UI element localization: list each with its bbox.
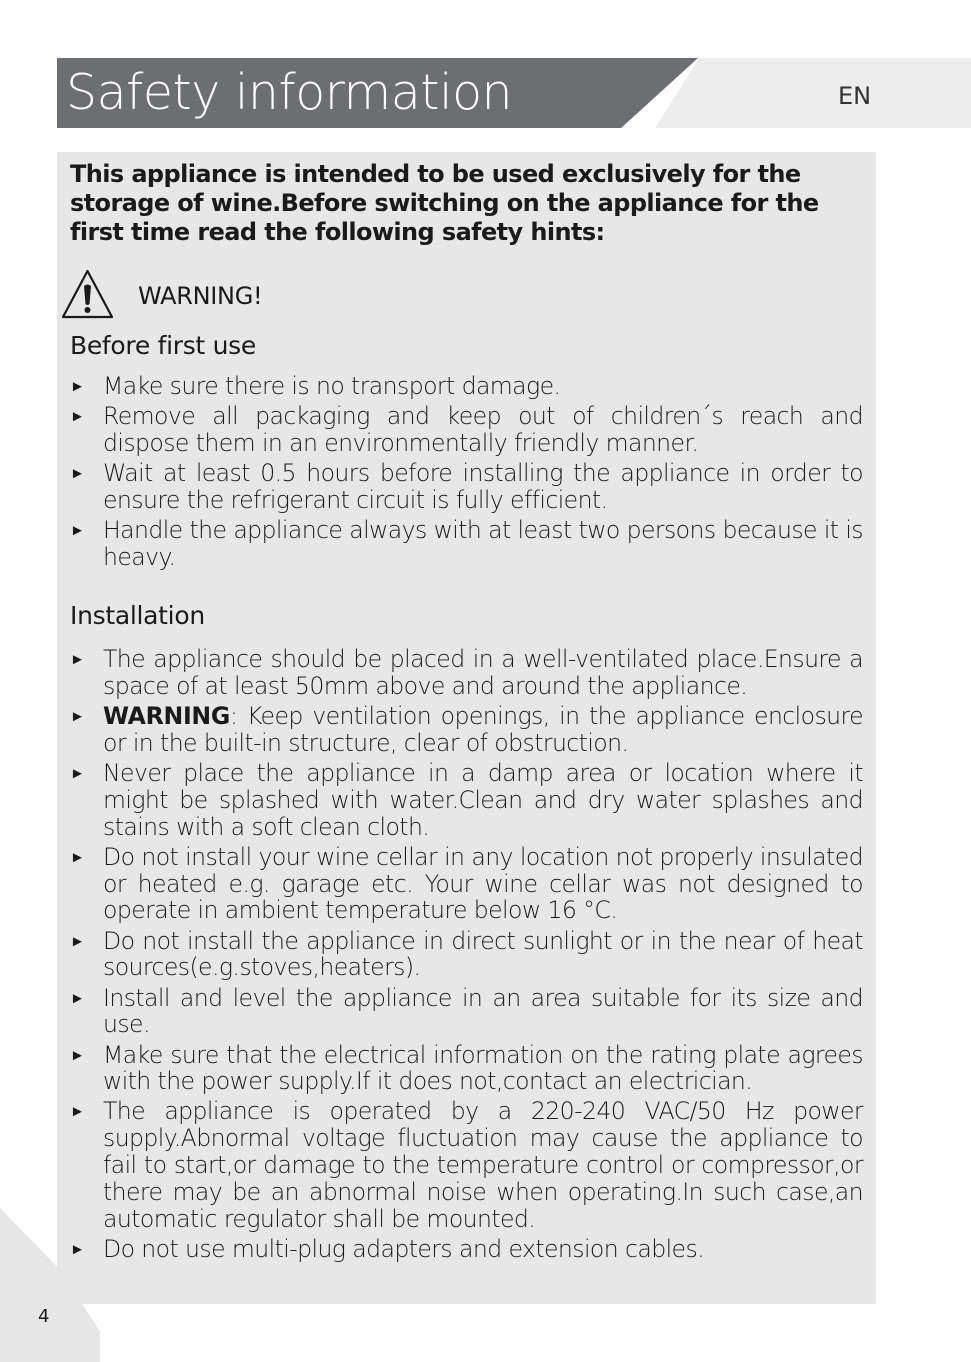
bullet-arrow-icon: ► bbox=[70, 763, 85, 782]
list-item-text: Make sure there is no transport damage. bbox=[103, 372, 561, 400]
bullet-arrow-icon: ► bbox=[70, 521, 85, 540]
warning-label: WARNING! bbox=[138, 282, 263, 310]
list-item bbox=[70, 844, 863, 924]
bullet-arrow-icon: ► bbox=[70, 706, 85, 725]
page-title: Safety information bbox=[66, 64, 513, 121]
list-item bbox=[70, 1042, 863, 1096]
list-item-text: Handle the appliance always with at least two persons because it is heavy. bbox=[103, 516, 863, 571]
installation-list bbox=[70, 646, 863, 1266]
section-title-before-first-use: Before first use bbox=[70, 331, 256, 360]
list-item bbox=[70, 760, 863, 840]
list-item bbox=[70, 403, 863, 457]
list-item-text: Wait at least 0.5 hours before installing the appliance in order to ensure the refrigerant circuit is fully efficient. bbox=[103, 459, 863, 514]
section-title-installation: Installation bbox=[70, 601, 205, 630]
list-item bbox=[70, 373, 863, 400]
list-item bbox=[70, 517, 863, 571]
bullet-arrow-icon: ► bbox=[70, 847, 85, 866]
list-item bbox=[70, 1098, 863, 1232]
bullet-arrow-icon: ► bbox=[70, 931, 85, 950]
list-item bbox=[70, 646, 863, 700]
bullet-arrow-icon: ► bbox=[70, 988, 85, 1007]
warning-prefix: WARNING bbox=[103, 701, 230, 730]
bullet-arrow-icon: ► bbox=[70, 1239, 85, 1258]
page-number: 4 bbox=[38, 1306, 50, 1327]
header-bar-accent bbox=[655, 58, 971, 128]
list-item-text: The appliance should be placed in a well-ventilated place.Ensure a space of at least 50mm above and around the appliance. bbox=[103, 645, 863, 700]
list-item-text: The appliance is operated by a 220-240 VAC/50 Hz power supply.Abnormal voltage fluctuation may cause the appliance to fail to start,or damage to the temperature control or compressor,or there may be an abnormal noise when operating.In such case,an automatic regulator shall be mounted. bbox=[103, 1097, 863, 1233]
bullet-arrow-icon: ► bbox=[70, 1045, 85, 1064]
bullet-arrow-icon: ► bbox=[70, 407, 85, 426]
bullet-arrow-icon: ► bbox=[70, 464, 85, 483]
list-item-text: : Keep ventilation openings, in the appliance enclosure or in the built-in structure, clear of obstruction. bbox=[103, 701, 863, 757]
warning-triangle-icon bbox=[60, 268, 115, 320]
list-item-text: Install and level the appliance in an area suitable for its size and use. bbox=[103, 983, 863, 1039]
bullet-arrow-icon: ► bbox=[70, 650, 85, 668]
bullet-arrow-icon: ► bbox=[70, 1102, 85, 1121]
list-item-text: Do not install the appliance in direct sunlight or in the near of heat sources(e.g.stoves,heaters). bbox=[103, 926, 863, 982]
list-item bbox=[70, 703, 863, 757]
list-item bbox=[70, 1236, 863, 1263]
list-item-text: Do not use multi-plug adapters and extension cables. bbox=[103, 1234, 705, 1263]
list-item bbox=[70, 928, 863, 982]
list-item bbox=[70, 985, 863, 1039]
list-item-text: Make sure that the electrical information on the rating plate agrees with the power supply.If it does not,contact an electrician. bbox=[103, 1040, 863, 1096]
before-first-use-list bbox=[70, 373, 863, 574]
list-item-text: Remove all packaging and keep out of children´s reach and dispose them in an environmentally friendly manner. bbox=[103, 402, 863, 457]
bullet-arrow-icon: ► bbox=[70, 377, 85, 395]
list-item bbox=[70, 460, 863, 514]
language-label: EN bbox=[838, 82, 872, 110]
intro-text: This appliance is intended to be used exclusively for the storage of wine.Before switching on the appliance for the first time read the following safety hints: bbox=[70, 160, 819, 246]
list-item-text: Do not install your wine cellar in any location not properly insulated or heated e.g. garage etc. Your wine cellar was not designed to operate in ambient temperature below 16 °C. bbox=[103, 842, 863, 925]
list-item-text: Never place the appliance in a damp area or location where it might be splashed with water.Clean and dry water splashes and stains with a soft clean cloth. bbox=[103, 758, 863, 841]
